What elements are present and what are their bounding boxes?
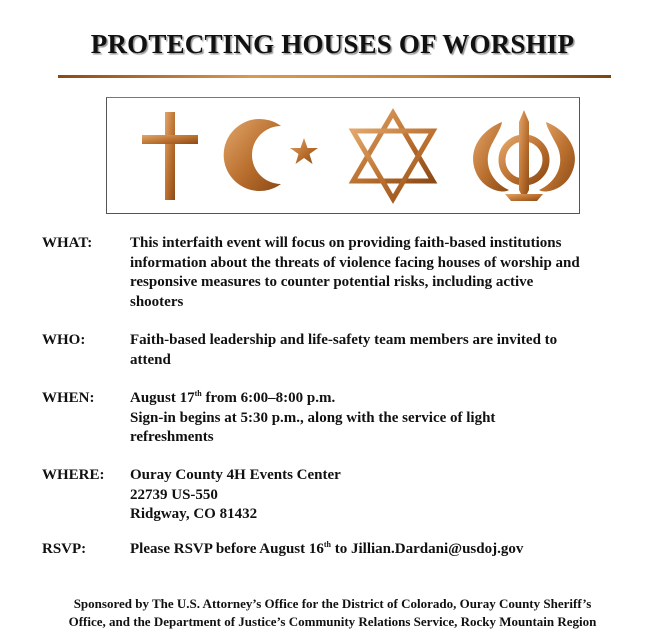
sponsor-footer: Sponsored by The U.S. Attorney’s Office for the District of Colorado, Ouray County Sheriff’s Office, and the Department of Justice’s Community Relations Service, Rocky Mountain Region: [68, 596, 597, 629]
where-address: Ouray County 4H Events Center 22739 US-550 Ridgway, CO 81432: [130, 467, 341, 522]
event-date: August 17th from 6:00–8:00 p.m.: [130, 389, 336, 406]
what-label: WHAT:: [42, 235, 93, 251]
star-of-david-icon: [353, 113, 433, 199]
who-label: WHO:: [42, 332, 86, 348]
rsvp-description: Please RSVP before August 16th to Jillian.Dardani@usdoj.gov: [130, 540, 524, 557]
when-description: August 17th from 6:00–8:00 p.m. Sign-in begins at 5:30 p.m., along with the service of light refreshments: [130, 389, 650, 448]
faith-symbols-banner: [106, 97, 580, 214]
cross-icon: [142, 112, 198, 200]
khanda-icon: [473, 110, 575, 201]
when-label: WHEN:: [42, 390, 95, 406]
rsvp-label: RSVP:: [42, 541, 87, 557]
what-description: This interfaith event will focus on providing faith-based institutions information about the threats of violence facing houses of worship and responsive measures to counter potential risks, including active shooters: [130, 235, 580, 310]
title-divider: [58, 75, 611, 78]
page-title: PROTECTING HOUSES OF WORSHIP: [90, 29, 575, 59]
rsvp-email: to Jillian.Dardani@usdoj.gov: [331, 541, 524, 557]
who-description: Faith-based leadership and life-safety team members are invited to attend: [130, 332, 558, 368]
where-label: WHERE:: [42, 467, 105, 483]
crescent-star-icon: [224, 119, 318, 191]
